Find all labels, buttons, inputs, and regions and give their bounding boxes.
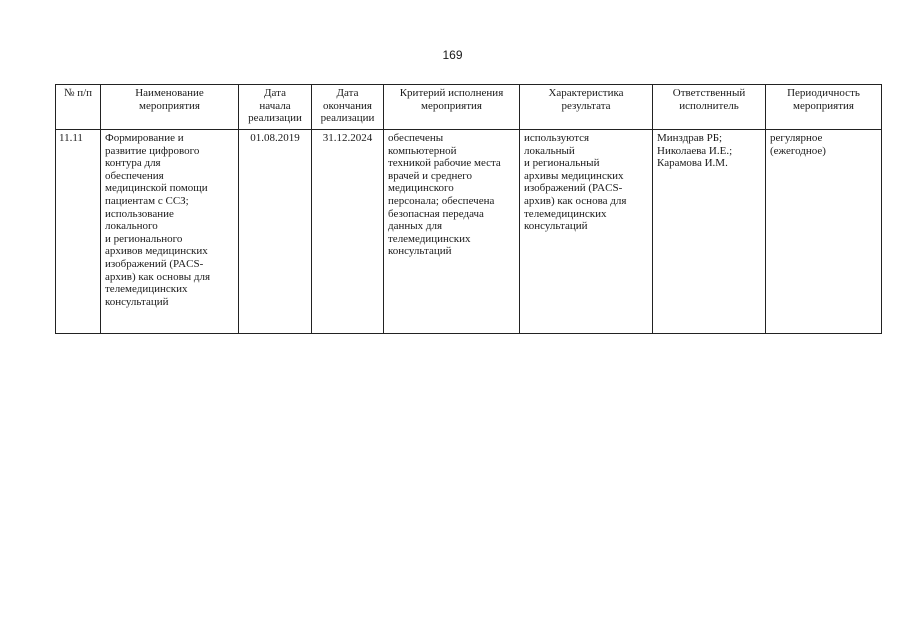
table-header-row <box>56 85 882 130</box>
header-start-date: Дата начала реализации <box>239 85 312 130</box>
header-end-date: Дата окончания реализации <box>312 85 384 130</box>
header-periodicity: Периодичность мероприятия <box>766 85 882 130</box>
row-number: 11.11 <box>56 130 101 334</box>
page-number: 169 <box>442 48 463 62</box>
row-activity-name: Формирование и развитие цифрового контура для обеспечения медицинской помощи пациентам с ССЗ; использование локального и регионального архивов медицинских изображений (PACS- архив) как основы для телемедицинских консультаций <box>101 130 239 334</box>
header-result: Характеристика результата <box>520 85 653 130</box>
row-periodicity: регулярное (ежегодное) <box>766 130 882 334</box>
activity-table <box>55 84 882 334</box>
header-criterion: Критерий исполнения мероприятия <box>384 85 520 130</box>
header-activity-name: Наименование мероприятия <box>101 85 239 130</box>
row-result: используются локальный и региональный архивы медицинских изображений (PACS- архив) как основа для телемедицинских консультаций <box>520 130 653 334</box>
row-end-date: 31.12.2024 <box>312 130 384 334</box>
header-number: № п/п <box>56 85 101 130</box>
table-row <box>56 130 882 334</box>
row-criterion: обеспечены компьютерной техникой рабочие места врачей и среднего медицинского персонала; обеспечена безопасная передача данных для телемедицинских консультаций <box>384 130 520 334</box>
row-start-date: 01.08.2019 <box>239 130 312 334</box>
row-responsible: Минздрав РБ; Николаева И.Е.; Карамова И.М. <box>653 130 766 334</box>
header-responsible: Ответственный исполнитель <box>653 85 766 130</box>
